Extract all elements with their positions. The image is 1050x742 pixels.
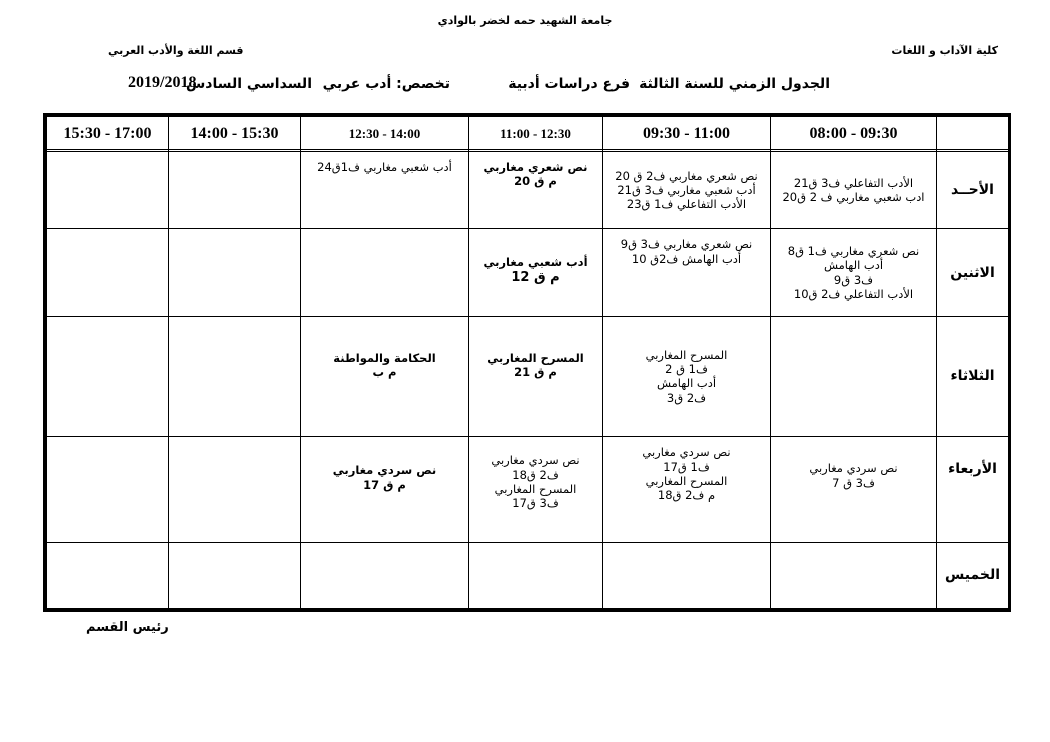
cell-line: الحكامة والمواطنة	[333, 350, 436, 365]
cell-line: ف1 ق17	[663, 459, 710, 474]
cell-line: الأدب التفاعلي ف3 ق21	[793, 175, 914, 190]
cell-line: أدب الهامش	[656, 376, 717, 391]
table-cell	[301, 152, 469, 229]
cell-line: ادب شعبي مغاربي ف 2 ق20	[782, 190, 925, 205]
cell-line: ف1 ق 2	[665, 362, 708, 377]
cell-line: م ق 21	[514, 365, 557, 380]
table-cell	[469, 437, 603, 542]
table-cell	[47, 152, 169, 229]
specialty-label: تخصص: أدب عربي	[322, 76, 450, 92]
cell-line: أدب شعبي مغاربي ف1ق24	[317, 160, 452, 174]
cell-line: نص شعري مغاربي ف1 ق8	[787, 243, 920, 258]
table-cell	[169, 437, 301, 542]
cell-line: نص شعري مغاربي	[483, 160, 588, 174]
cell-line: م ق 20	[514, 174, 557, 189]
cell-line: نص سردي مغاربي	[332, 463, 437, 478]
table-cell	[169, 229, 301, 316]
cell-line: م ق 12	[511, 269, 560, 285]
table-cell	[603, 542, 771, 608]
header-divider	[46, 149, 1008, 150]
table-row	[47, 542, 1009, 608]
cell-line: الأدب التفاعلي ف1 ق23	[626, 197, 747, 212]
table-cell	[771, 542, 937, 608]
department-head-signature: رئيس القسم	[86, 620, 169, 635]
timetable	[46, 116, 1009, 609]
table-cell	[469, 542, 603, 608]
table-cell	[603, 437, 771, 542]
slot-header: 15:30 - 17:00	[47, 117, 169, 152]
table-cell	[47, 542, 169, 608]
cell-line: ف2 ق18	[512, 467, 559, 482]
cell-line: ف2 ق3	[666, 390, 707, 405]
table-cell	[169, 152, 301, 229]
cell-line: الأدب التفاعلي ف2 ق10	[793, 286, 914, 301]
day-label: الثلاثاء	[937, 316, 1009, 437]
table-cell	[469, 229, 603, 316]
day-label: الاثنين	[937, 229, 1009, 316]
table-cell	[169, 542, 301, 608]
table-cell	[603, 316, 771, 437]
table-row	[47, 437, 1009, 542]
table-row	[47, 229, 1009, 316]
table-cell	[603, 229, 771, 316]
slot-header: 08:00 - 09:30	[771, 117, 937, 152]
cell-line: نص سردي مغاربي	[642, 445, 731, 460]
table-cell	[301, 542, 469, 608]
cell-line: أدب شعبي مغاربي ف3 ق21	[617, 182, 756, 197]
table-cell	[301, 437, 469, 542]
table-cell	[469, 152, 603, 229]
table-row	[47, 152, 1009, 229]
slot-header: 11:00 - 12:30	[469, 117, 603, 152]
table-cell	[469, 316, 603, 437]
branch-label: فرع دراسات أدبية	[508, 76, 630, 92]
slot-header: 09:30 - 11:00	[603, 117, 771, 152]
cell-line: المسرح المغاربي	[494, 481, 577, 496]
table-cell	[771, 152, 937, 229]
table-cell	[47, 316, 169, 437]
cell-line: م ب	[372, 365, 397, 380]
slot-header: 12:30 - 14:00	[301, 117, 469, 152]
cell-line: المسرح المغاربي	[645, 473, 728, 488]
table-cell	[301, 316, 469, 437]
cell-line: المسرح المغاربي	[645, 347, 728, 362]
university-name: جامعة الشهيد حمه لخضر بالوادي	[437, 14, 613, 27]
cell-line: نص سردي مغاربي	[809, 461, 898, 476]
semester-label: السداسي السادس	[185, 76, 312, 92]
cell-line: أدب شعبي مغاربي	[483, 255, 588, 270]
schedule-title: الجدول الزمني للسنة الثالثة	[639, 76, 830, 92]
table-cell	[301, 229, 469, 316]
cell-line: ف3 ق9	[833, 272, 874, 287]
cell-line: نص سردي مغاربي	[491, 453, 580, 468]
table-cell	[47, 229, 169, 316]
table-cell	[169, 316, 301, 437]
day-label: الخميس	[937, 542, 1009, 608]
department-name: قسم اللغة والأدب العربي	[108, 44, 244, 57]
table-cell	[771, 229, 937, 316]
table-cell	[47, 437, 169, 542]
table-cell	[771, 316, 937, 437]
cell-line: م ف2 ق18	[657, 488, 716, 503]
cell-line: ف3 ق17	[512, 496, 559, 511]
cell-line: نص شعري مغاربي ف3 ق9	[620, 237, 753, 252]
cell-line: المسرح المغاربي	[487, 350, 584, 365]
corner-cell	[937, 117, 1009, 152]
table-cell	[603, 152, 771, 229]
cell-line: نص شعري مغاربي ف2 ق 20	[615, 168, 758, 183]
table-cell	[771, 437, 937, 542]
cell-line: ف3 ق 7	[832, 475, 875, 490]
day-label: الأربعاء	[937, 437, 1009, 542]
academic-year: 2019/2018	[128, 74, 197, 91]
cell-line: م ق 17	[363, 477, 406, 492]
slot-header: 14:00 - 15:30	[169, 117, 301, 152]
cell-line: أدب الهامش	[823, 258, 884, 273]
cell-line: أدب الهامش ف2ق 10	[631, 251, 742, 266]
day-label: الأحــد	[937, 152, 1009, 229]
faculty-name: كلية الآداب و اللغات	[891, 44, 998, 57]
table-row	[47, 316, 1009, 437]
